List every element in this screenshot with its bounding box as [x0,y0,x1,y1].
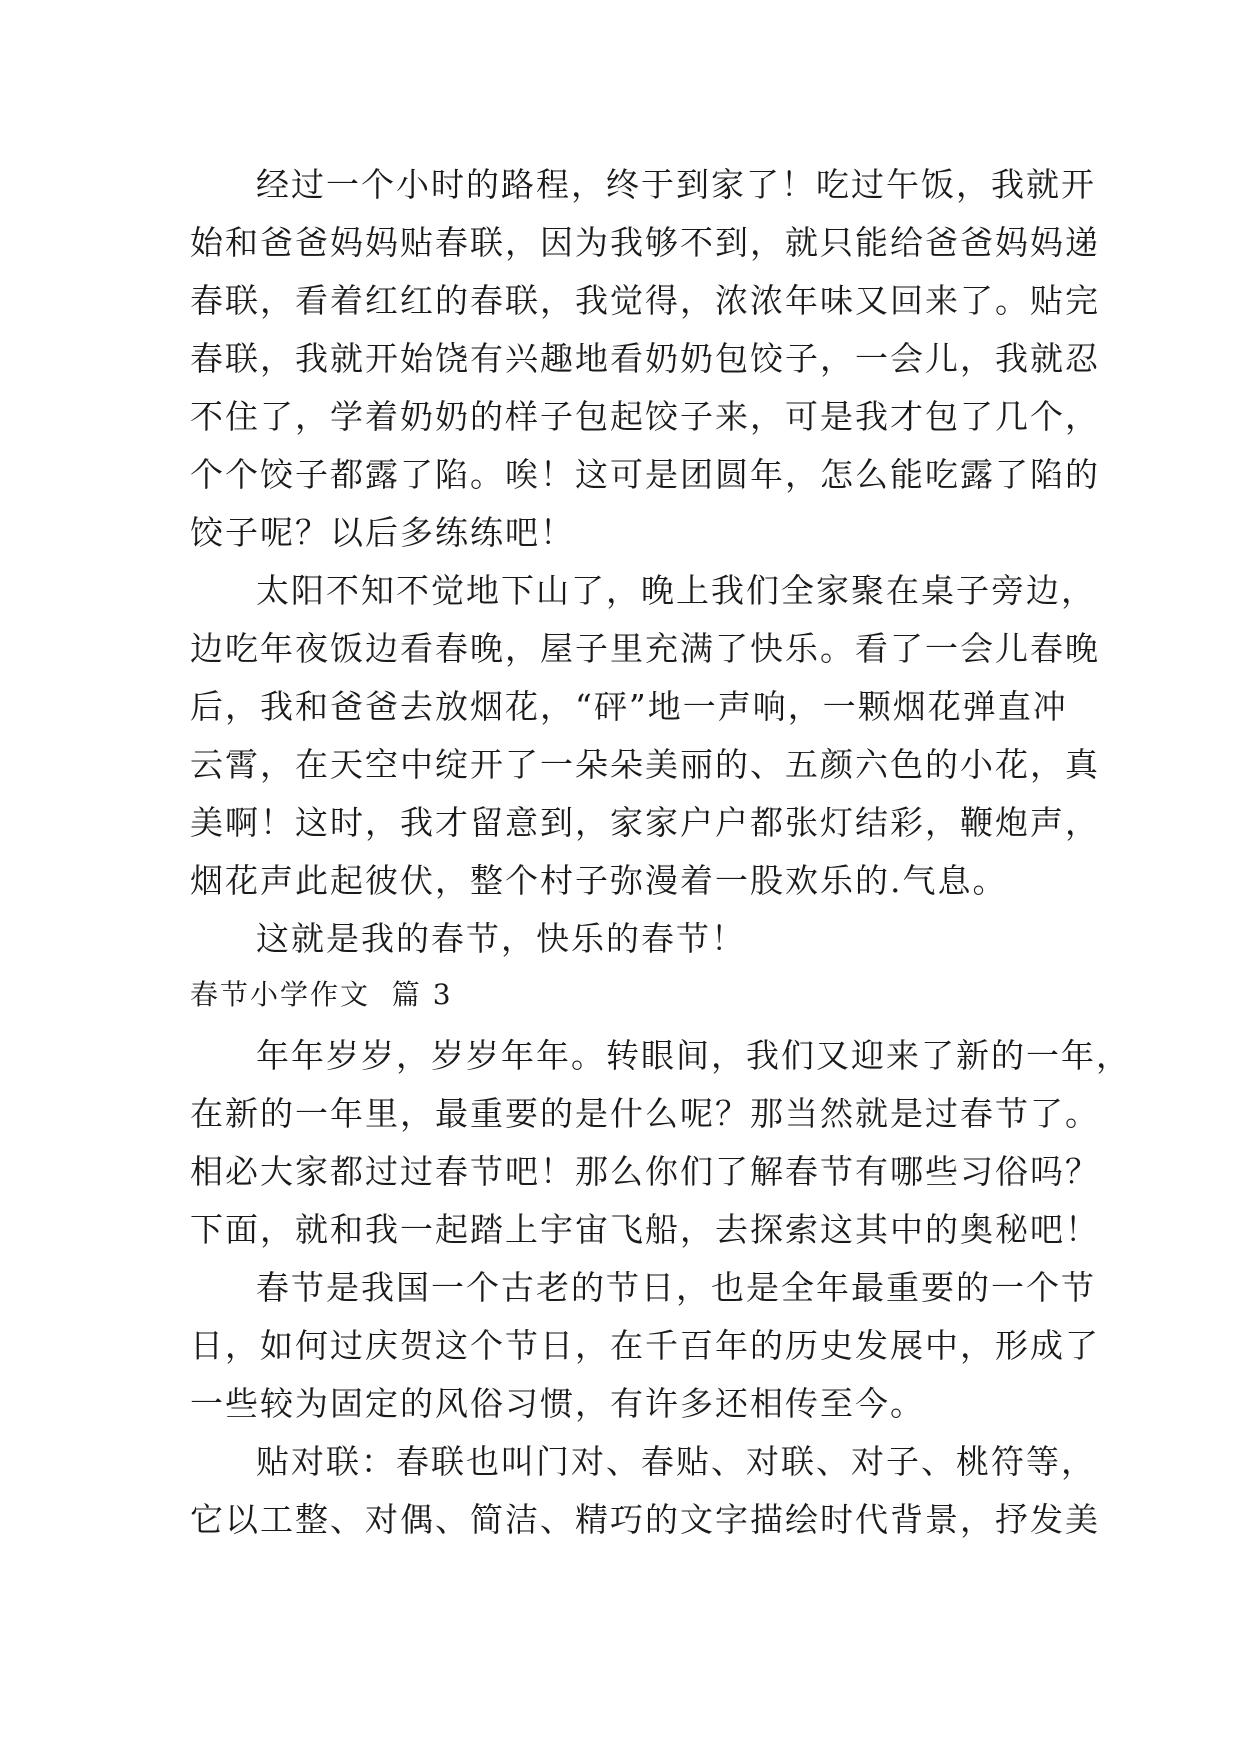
text-line: 贴对联：春联也叫门对、春贴、对联、对子、桃符等， [256,1442,1096,1481]
section-heading: 春节小学作文 篇 3 [190,978,453,1011]
text-line: 边吃年夜饭边看春晚，屋子里充满了快乐。看了一会儿春晚 [190,629,1100,668]
text-line: 一些较为固定的风俗习惯，有许多还相传至今。 [190,1384,925,1423]
text-line: 云霄，在天空中绽开了一朵朵美丽的、五颜六色的小花，真 [190,745,1100,784]
text-line: 在新的一年里，最重要的是什么呢？那当然就是过春节了。 [190,1094,1100,1133]
text-line: 美啊！这时，我才留意到，家家户户都张灯结彩，鞭炮声， [190,803,1100,842]
text-line: 始和爸爸妈妈贴春联，因为我够不到，就只能给爸爸妈妈递 [190,223,1100,262]
text-line: 春联，我就开始饶有兴趣地看奶奶包饺子，一会儿，我就忍 [190,339,1100,378]
text-line: 春节是我国一个古老的节日，也是全年最重要的一个节 [256,1268,1096,1307]
text-line: 下面，就和我一起踏上宇宙飞船，去探索这其中的奥秘吧！ [190,1210,1100,1249]
text-line: 太阳不知不觉地下山了，晚上我们全家聚在桌子旁边， [256,571,1096,610]
text-line: 个个饺子都露了陷。唉！这可是团圆年，怎么能吃露了陷的 [190,455,1100,494]
text-line: 年年岁岁，岁岁年年。转眼间，我们又迎来了新的一年， [256,1036,1131,1075]
text-line: 这就是我的春节，快乐的春节！ [256,919,746,958]
text-line: 饺子呢？以后多练练吧！ [190,513,575,552]
text-line: 日，如何过庆贺这个节日，在千百年的历史发展中，形成了 [190,1326,1100,1365]
text-line: 不住了，学着奶奶的样子包起饺子来，可是我才包了几个， [190,397,1100,436]
text-line: 相必大家都过过春节吧！那么你们了解春节有哪些习俗吗？ [190,1152,1100,1191]
text-line: 经过一个小时的路程，终于到家了！吃过午饭，我就开 [256,165,1096,204]
text-line: 烟花声此起彼伏，整个村子弥漫着一股欢乐的.气息。 [190,861,1008,900]
text-line: 它以工整、对偶、简洁、精巧的文字描绘时代背景，抒发美 [190,1500,1100,1539]
text-line: 后，我和爸爸去放烟花，“砰”地一声响，一颗烟花弹直冲 [190,687,1068,726]
text-line: 春联，看着红红的春联，我觉得，浓浓年味又回来了。贴完 [190,281,1100,320]
